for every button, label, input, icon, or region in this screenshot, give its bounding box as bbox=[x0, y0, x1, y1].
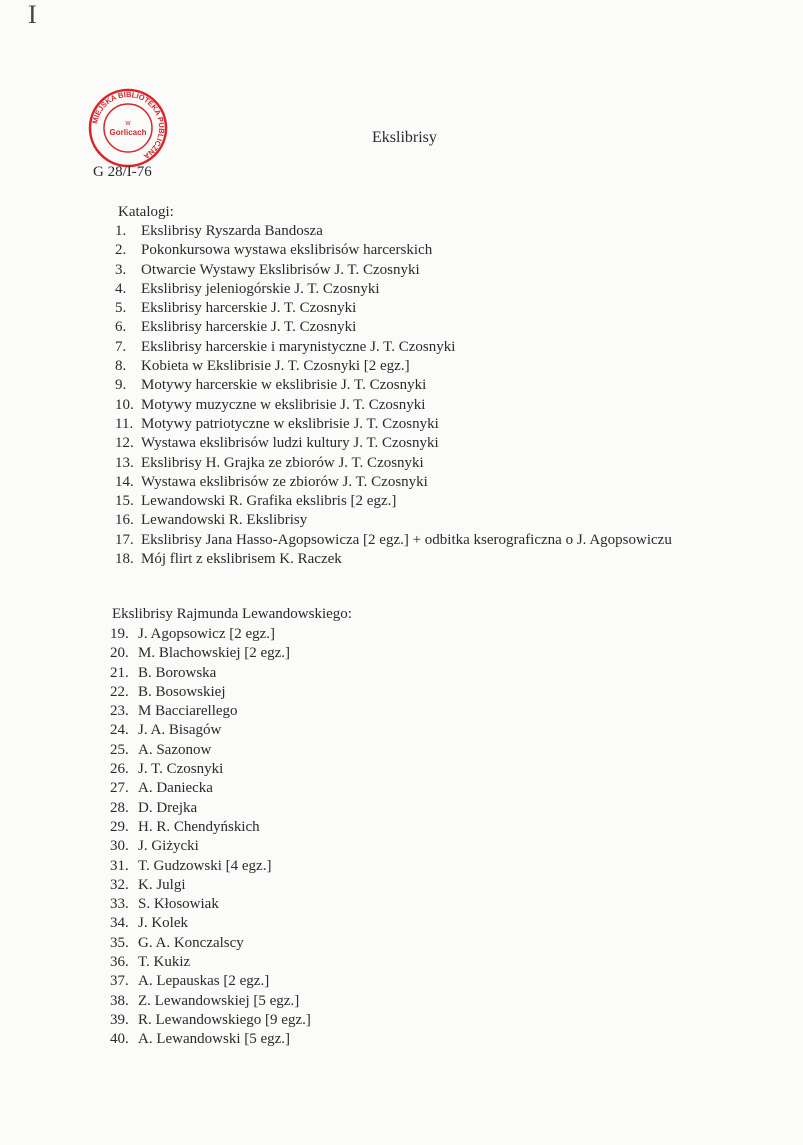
list-item bbox=[115, 299, 675, 318]
list-item bbox=[110, 683, 510, 702]
list-item bbox=[115, 318, 675, 337]
list-item-text: Motywy muzyczne w ekslibrisie J. T. Czosnyki bbox=[141, 396, 426, 413]
list-item bbox=[110, 702, 510, 721]
list-item-text: K. Julgi bbox=[138, 876, 186, 893]
list-item bbox=[115, 241, 675, 260]
list-item-text: Mój flirt z ekslibrisem K. Raczek bbox=[141, 551, 342, 568]
list-item-number: 11. bbox=[115, 415, 134, 432]
list-item-number: 8. bbox=[115, 358, 127, 375]
list-item-number: 3. bbox=[115, 261, 127, 278]
list-item-number: 18. bbox=[115, 551, 134, 568]
list-item-number: 14. bbox=[115, 473, 134, 490]
list-item-number: 25. bbox=[110, 741, 129, 758]
list-item bbox=[115, 376, 675, 395]
list-item-text: T. Kukiz bbox=[138, 954, 191, 971]
list-item-text: A. Lepauskas [2 egz.] bbox=[138, 973, 270, 990]
list-item-text: Z. Lewandowskiej [5 egz.] bbox=[138, 992, 300, 1009]
list-item bbox=[115, 338, 675, 357]
list-item-number: 34. bbox=[110, 915, 129, 932]
list-item-text: J. A. Bisagów bbox=[138, 722, 222, 739]
list-item-number: 15. bbox=[115, 493, 134, 510]
list-item bbox=[115, 492, 675, 511]
stamp-ring-text: MIEJSKA BIBLIOTEKA PUBLICZNA bbox=[90, 89, 167, 162]
list-item-text: J. Kolek bbox=[138, 915, 188, 932]
list-item bbox=[115, 511, 675, 530]
document-title: Ekslibrisy bbox=[372, 129, 437, 146]
list-item-number: 36. bbox=[110, 954, 129, 971]
list-item-number: 9. bbox=[115, 377, 127, 394]
list-item bbox=[110, 914, 510, 933]
list-item-number: 2. bbox=[115, 242, 127, 259]
list-item-number: 16. bbox=[115, 512, 134, 529]
list-item-text: M. Blachowskiej [2 egz.] bbox=[138, 645, 291, 662]
corner-mark: I bbox=[28, 0, 37, 29]
list-item-text: J. T. Czosnyki bbox=[138, 761, 224, 778]
list-item-number: 35. bbox=[110, 934, 129, 951]
list-item bbox=[115, 454, 675, 473]
list-item bbox=[110, 857, 510, 876]
list-item-number: 19. bbox=[110, 626, 129, 642]
list-item-number: 31. bbox=[110, 857, 129, 874]
list-item-text: Ekslibrisy Jana Hasso-Agopsowicza [2 egz.] + odbitka kserograficzna o J. Agopsowiczu bbox=[141, 531, 672, 548]
stamp-center-text-2: Gorlicach bbox=[109, 128, 147, 137]
list-item-text: D. Drejka bbox=[138, 799, 198, 816]
list-item-number: 37. bbox=[110, 973, 129, 990]
list-item bbox=[110, 664, 510, 683]
list-item-text: Otwarcie Wystawy Ekslibrisów J. T. Czosnyki bbox=[141, 261, 420, 278]
list-item-text: R. Lewandowskiego [9 egz.] bbox=[138, 1011, 311, 1028]
list-item-number: 10. bbox=[115, 396, 134, 413]
list-item bbox=[115, 396, 675, 415]
list-item bbox=[110, 895, 510, 914]
list-item bbox=[115, 280, 675, 299]
list-item bbox=[110, 992, 510, 1011]
list-item bbox=[110, 625, 510, 644]
list-item bbox=[110, 934, 510, 953]
list-item-number: 12. bbox=[115, 435, 134, 452]
list-item-text: Ekslibrisy Ryszarda Bandosza bbox=[141, 223, 323, 239]
list-item-number: 38. bbox=[110, 992, 129, 1009]
list-item bbox=[110, 1030, 510, 1049]
list-item bbox=[110, 1011, 510, 1030]
list-item bbox=[110, 876, 510, 895]
list-item bbox=[110, 779, 510, 798]
list-item-number: 24. bbox=[110, 722, 129, 739]
list-item-text: Ekslibrisy jeleniogórskie J. T. Czosnyki bbox=[141, 280, 380, 297]
list-item-number: 26. bbox=[110, 761, 129, 778]
list-item-text: Motywy patriotyczne w ekslibrisie J. T. Czosnyki bbox=[141, 415, 439, 432]
list-item-number: 13. bbox=[115, 454, 134, 471]
list-item-number: 27. bbox=[110, 780, 129, 797]
list-item-text: A. Sazonow bbox=[138, 741, 212, 758]
list-item bbox=[115, 415, 675, 434]
bookplate-list bbox=[110, 625, 510, 1050]
list-item-number: 1. bbox=[115, 223, 127, 239]
list-item bbox=[115, 531, 675, 550]
list-item bbox=[110, 972, 510, 991]
list-item bbox=[115, 473, 675, 492]
list-item-number: 20. bbox=[110, 645, 129, 662]
list-item-text: T. Gudzowski [4 egz.] bbox=[138, 857, 272, 874]
list-item-text: Kobieta w Ekslibrisie J. T. Czosnyki [2 egz.] bbox=[141, 358, 410, 375]
list-item-text: Ekslibrisy H. Grajka ze zbiorów J. T. Czosnyki bbox=[141, 454, 424, 471]
list-item-text: A. Daniecka bbox=[138, 780, 213, 797]
list-item-text: Ekslibrisy harcerskie J. T. Czosnyki bbox=[141, 300, 357, 317]
list-item-text: Pokonkursowa wystawa ekslibrisów harcerskich bbox=[141, 242, 433, 259]
list-item bbox=[115, 222, 675, 241]
list-item-number: 28. bbox=[110, 799, 129, 816]
list-item bbox=[110, 741, 510, 760]
list-item-number: 7. bbox=[115, 338, 127, 355]
list-item bbox=[110, 644, 510, 663]
list-item-text: Motywy harcerskie w ekslibrisie J. T. Czosnyki bbox=[141, 377, 427, 394]
list-item-number: 17. bbox=[115, 531, 134, 548]
list-item bbox=[110, 760, 510, 779]
list-item-text: G. A. Konczalscy bbox=[138, 934, 244, 951]
list-item-text: B. Bosowskiej bbox=[138, 683, 226, 700]
list-item-number: 21. bbox=[110, 664, 129, 681]
list-item-number: 5. bbox=[115, 300, 127, 317]
section-heading-catalogs: Katalogi: bbox=[118, 204, 174, 220]
list-item-number: 32. bbox=[110, 876, 129, 893]
list-item bbox=[115, 434, 675, 453]
list-item-number: 4. bbox=[115, 280, 127, 297]
library-stamp bbox=[88, 88, 168, 168]
list-item-number: 40. bbox=[110, 1031, 129, 1048]
list-item-number: 39. bbox=[110, 1011, 129, 1028]
section-heading-bookplates: Ekslibrisy Rajmunda Lewandowskiego: bbox=[112, 606, 352, 622]
list-item bbox=[110, 818, 510, 837]
list-item-text: B. Borowska bbox=[138, 664, 217, 681]
stamp-center-text-1: w bbox=[125, 120, 131, 127]
list-item-text: J. Giżycki bbox=[138, 838, 199, 855]
list-item-number: 22. bbox=[110, 683, 129, 700]
list-item-text: Ekslibrisy harcerskie i marynistyczne J. T. Czosnyki bbox=[141, 338, 456, 355]
catalog-list bbox=[115, 222, 675, 569]
list-item bbox=[110, 721, 510, 740]
list-item-number: 23. bbox=[110, 703, 129, 720]
list-item-number: 29. bbox=[110, 818, 129, 835]
list-item-number: 30. bbox=[110, 838, 129, 855]
list-item-text: Ekslibrisy harcerskie J. T. Czosnyki bbox=[141, 319, 357, 336]
list-item bbox=[110, 837, 510, 856]
list-item bbox=[115, 261, 675, 280]
list-item-number: 33. bbox=[110, 896, 129, 913]
shelf-signature: G 28/I-76 bbox=[93, 164, 152, 180]
list-item-text: Wystawa ekslibrisów ze zbiorów J. T. Czosnyki bbox=[141, 473, 428, 490]
list-item-text: Lewandowski R. Ekslibrisy bbox=[141, 512, 308, 529]
list-item-text: M Bacciarellego bbox=[138, 703, 238, 720]
list-item-number: 6. bbox=[115, 319, 127, 336]
list-item-text: Lewandowski R. Grafika ekslibris [2 egz.] bbox=[141, 493, 397, 510]
list-item bbox=[115, 357, 675, 376]
list-item-text: A. Lewandowski [5 egz.] bbox=[138, 1031, 291, 1048]
list-item bbox=[110, 799, 510, 818]
list-item-text: H. R. Chendyńskich bbox=[138, 818, 260, 835]
list-item bbox=[110, 953, 510, 972]
list-item-text: S. Kłosowiak bbox=[138, 896, 219, 913]
list-item-text: Wystawa ekslibrisów ludzi kultury J. T. Czosnyki bbox=[141, 435, 439, 452]
list-item-text: J. Agopsowicz [2 egz.] bbox=[138, 626, 276, 642]
list-item bbox=[115, 550, 675, 569]
